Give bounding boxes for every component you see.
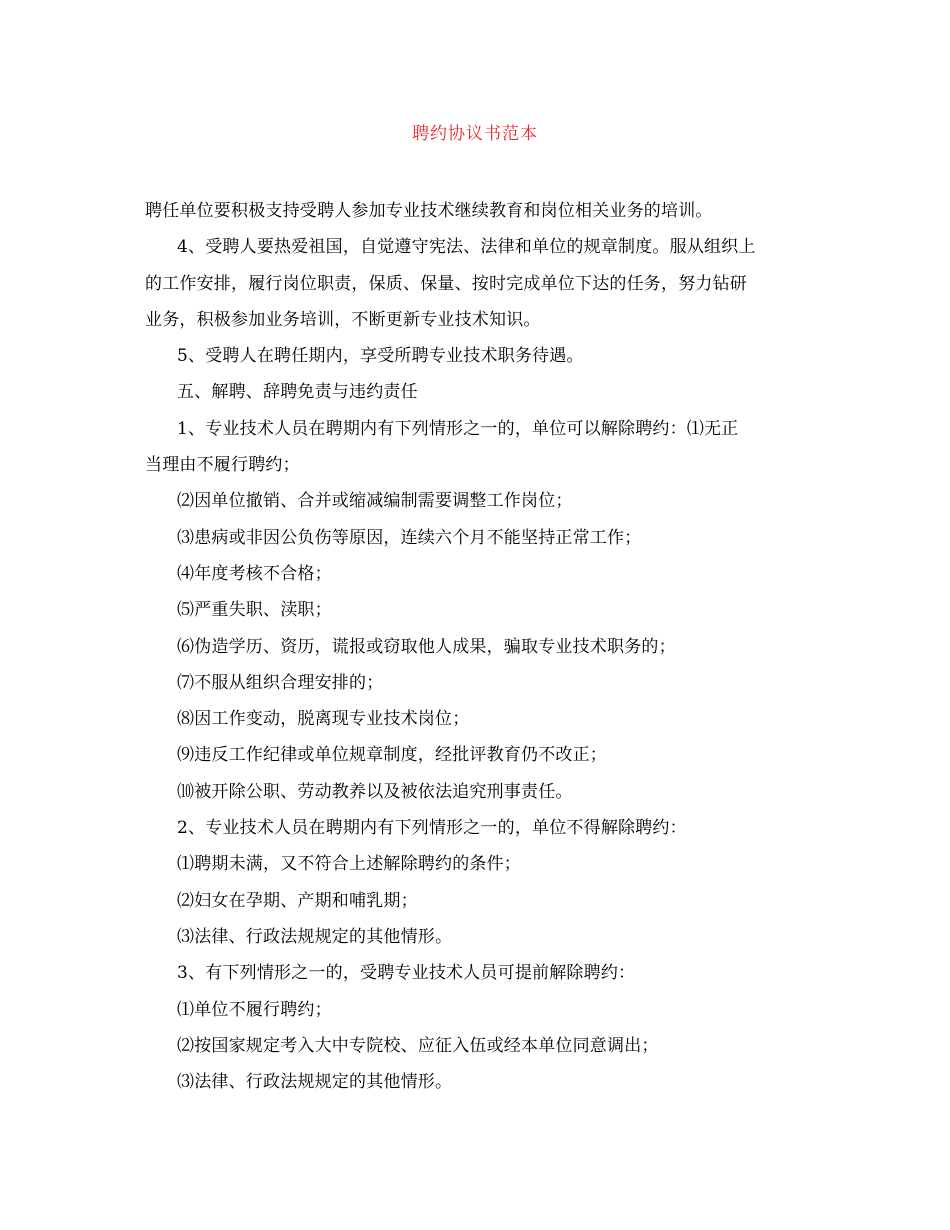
paragraph-line: 5、受聘人在聘任期内，享受所聘专业技术职务待遇。: [177, 346, 584, 367]
list-item: ⑽被开除公职、劳动教养以及被依法追究刑事责任。: [177, 781, 573, 802]
paragraph-line: 业务，积极参加业务培训，不断更新专业技术知识。: [145, 309, 541, 330]
document-title: 聘约协议书范本: [412, 124, 538, 144]
list-item: ⑴单位不履行聘约；: [177, 999, 332, 1020]
list-item: ⑸严重失职、渎职；: [177, 600, 332, 621]
paragraph-line: 的工作安排，履行岗位职责，保质、保量、按时完成单位下达的任务，努力钻研: [145, 273, 747, 294]
paragraph-line: 聘任单位要积极支持受聘人参加专业技术继续教育和岗位相关业务的培训。: [145, 201, 713, 221]
list-item: ⑹伪造学历、资历，谎报或窃取他人成果，骗取专业技术职务的；: [177, 636, 676, 657]
document-body: [145, 193, 810, 1100]
list-item: ⑼违反工作纪律或单位规章制度，经批评教育仍不改正；: [177, 745, 607, 766]
list-item: ⑴聘期未满，又不符合上述解除聘约的条件；: [177, 854, 521, 875]
paragraph-line: 3、有下列情形之一的，受聘专业技术人员可提前解除聘约：: [177, 963, 636, 984]
list-item: ⑺不服从组织合理安排的；: [177, 672, 384, 693]
list-item: ⑶法律、行政法规规定的其他情形。: [177, 1072, 453, 1093]
section-heading: 五、解聘、辞聘免责与违约责任: [177, 382, 418, 403]
list-item: ⑶患病或非因公负伤等原因，连续六个月不能坚持正常工作；: [177, 527, 642, 548]
paragraph-line: 4、受聘人要热爱祖国，自觉遵守宪法、法律和单位的规章制度。服从组织上: [177, 237, 756, 258]
list-item: ⑵因单位撤销、合并或缩减编制需要调整工作岗位；: [177, 491, 573, 512]
list-item: ⑷年度考核不合格；: [177, 563, 332, 584]
list-item: ⑻因工作变动，脱离现专业技术岗位；: [177, 709, 470, 730]
paragraph-line: 2、专业技术人员在聘期内有下列情形之一的，单位不得解除聘约：: [177, 818, 687, 839]
paragraph-line: 1、专业技术人员在聘期内有下列情形之一的，单位可以解除聘约：⑴无正: [177, 418, 739, 439]
list-item: ⑶法律、行政法规规定的其他情形。: [177, 926, 453, 947]
list-item: ⑵妇女在孕期、产期和哺乳期；: [177, 890, 418, 911]
list-item: ⑵按国家规定考入大中专院校、应征入伍或经本单位同意调出；: [177, 1035, 659, 1056]
paragraph-line: 当理由不履行聘约；: [145, 455, 300, 476]
